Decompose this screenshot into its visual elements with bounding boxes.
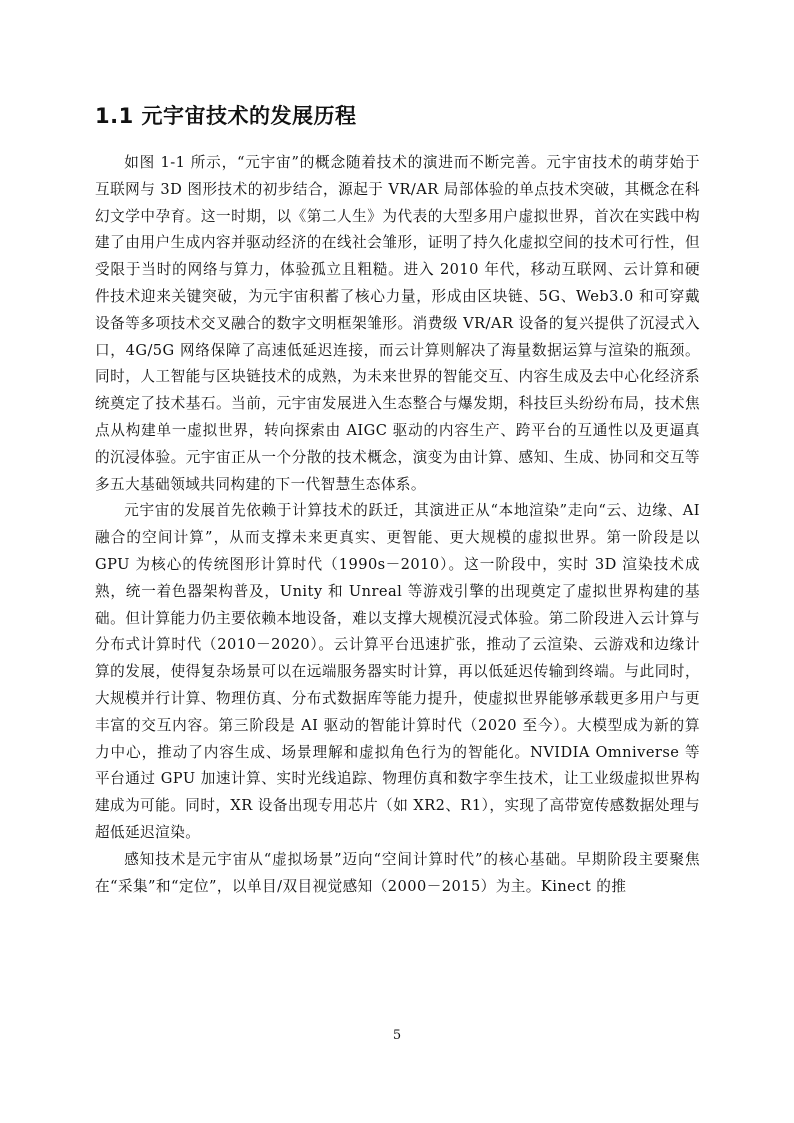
paragraph-2: 元宇宙的发展首先依赖于计算技术的跃迁，其演进正从“本地渲染”走向“云、边缘、AI 融合的空间计算”，从而支撑未来更真实、更智能、更大规模的虚拟世界。第一阶段是以 GPU 为核心的传统图形计算时代（1990s－2010）。这一阶段中，实时 3D 渲染技术成熟，统一着色器架构普及，Unity 和 Unreal 等游戏引擎的出现奠定了虚拟世界构建的基础。但计算能力仍主要依赖本地设备，难以支撑大规模沉浸式体验。第二阶段进入云计算与分布式计算时代（2010－2020）。云计算平台迅速扩张，推动了云渲染、云游戏和边缘计算的发展，使得复杂场景可以在远端服务器实时计算，再以低延迟传输到终端。与此同时，大规模并行计算、物理仿真、分布式数据库等能力提升，使虚拟世界能够承载更多用户与更丰富的交互内容。第三阶段是 AI 驱动的智能计算时代（2020 至今）。大模型成为新的算力中心，推动了内容生成、场景理解和虚拟角色行为的智能化。NVIDIA Omniverse 等平台通过 GPU 加速计算、实时光线追踪、物理仿真和数字孪生技术，让工业级虚拟世界构建成为可能。同时，XR 设备出现专用芯片（如 XR2、R1），实现了高带宽传感数据处理与超低延迟渲染。 [95,502,700,841]
paragraph-3: 感知技术是元宇宙从“虚拟场景”迈向“空间计算时代”的核心基础。早期阶段主要聚焦在“采集”和“定位”，以单目/双目视觉感知（2000－2015）为主。Kinect 的推 [95,850,700,895]
body-text [95,150,700,900]
section-heading: 1.1 元宇宙技术的发展历程 [95,104,357,128]
page-number: 5 [392,1028,402,1043]
paragraph-1: 如图 1-1 所示，“元宇宙”的概念随着技术的演进而不断完善。元宇宙技术的萌芽始于互联网与 3D 图形技术的初步结合，源起于 VR/AR 局部体验的单点技术突破，其概念在科幻文学中孕育。这一时期，以《第二人生》为代表的大型多用户虚拟世界，首次在实践中构建了由用户生成内容并驱动经济的在线社会雏形，证明了持久化虚拟空间的技术可行性，但受限于当时的网络与算力，体验孤立且粗糙。进入 2010 年代，移动互联网、云计算和硬件技术迎来关键突破，为元宇宙积蓄了核心力量，形成由区块链、5G、Web3.0 和可穿戴设备等多项技术交叉融合的数字文明框架雏形。消费级 VR/AR 设备的复兴提供了沉浸式入口，4G/5G 网络保障了高速低延迟连接，而云计算则解决了海量数据运算与渲染的瓶颈。同时，人工智能与区块链技术的成熟，为未来世界的智能交互、内容生成及去中心化经济系统奠定了技术基石。当前，元宇宙发展进入生态整合与爆发期，科技巨头纷纷布局，技术焦点从构建单一虚拟世界，转向探索由 AIGC 驱动的内容生产、跨平台的互通性以及更逼真的沉浸体验。元宇宙正从一个分散的技术概念，演变为由计算、感知、生成、协同和交互等多五大基础领域共同构建的下一代智慧生态体系。 [95,154,700,493]
